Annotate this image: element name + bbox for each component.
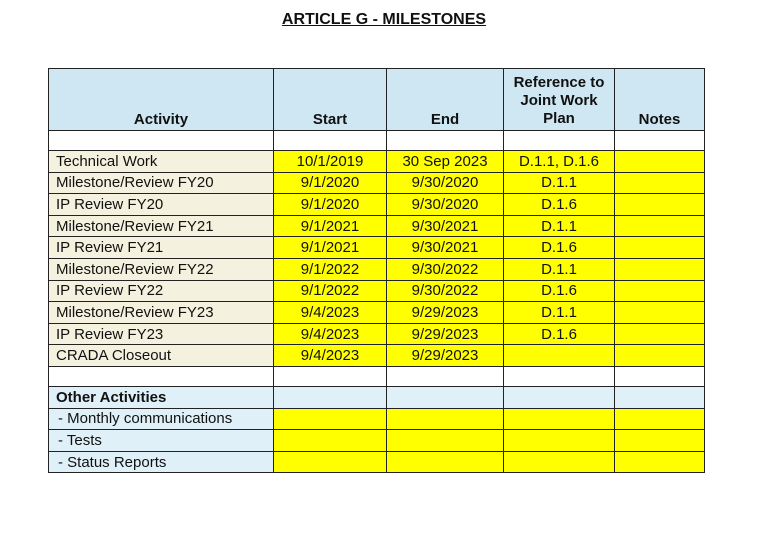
start-cell: 10/1/2019 xyxy=(274,151,387,173)
reference-cell: D.1.1, D.1.6 xyxy=(504,151,615,173)
reference-cell: D.1.6 xyxy=(504,194,615,216)
empty-cell xyxy=(387,366,504,386)
activity-cell: Milestone/Review FY21 xyxy=(49,215,274,237)
table-row xyxy=(49,345,705,367)
end-cell: 30 Sep 2023 xyxy=(387,151,504,173)
start-cell: 9/1/2020 xyxy=(274,194,387,216)
empty-cell xyxy=(387,386,504,408)
empty-cell xyxy=(504,451,615,473)
empty-cell xyxy=(615,366,705,386)
end-cell: 9/30/2022 xyxy=(387,280,504,302)
activity-cell: IP Review FY21 xyxy=(49,237,274,259)
empty-cell xyxy=(615,451,705,473)
activity-cell: Milestone/Review FY23 xyxy=(49,302,274,324)
end-cell: 9/30/2021 xyxy=(387,237,504,259)
other-activities-row xyxy=(49,386,705,408)
reference-cell: D.1.1 xyxy=(504,258,615,280)
other-activity-row xyxy=(49,430,705,452)
empty-cell xyxy=(274,386,387,408)
table-row xyxy=(49,172,705,194)
other-activities-heading: Other Activities xyxy=(49,386,274,408)
table-row xyxy=(49,280,705,302)
table-row xyxy=(49,237,705,259)
notes-cell xyxy=(615,345,705,367)
empty-cell xyxy=(387,430,504,452)
other-activity-row xyxy=(49,408,705,430)
notes-cell xyxy=(615,280,705,302)
reference-cell: D.1.6 xyxy=(504,237,615,259)
empty-cell xyxy=(615,408,705,430)
empty-cell xyxy=(615,430,705,452)
empty-cell xyxy=(504,386,615,408)
header-end: End xyxy=(387,69,504,131)
header-row xyxy=(49,69,705,131)
start-cell: 9/1/2022 xyxy=(274,258,387,280)
header-start: Start xyxy=(274,69,387,131)
end-cell: 9/30/2020 xyxy=(387,172,504,194)
empty-cell xyxy=(274,451,387,473)
reference-cell: D.1.1 xyxy=(504,302,615,324)
empty-cell xyxy=(387,451,504,473)
start-cell: 9/4/2023 xyxy=(274,323,387,345)
end-cell: 9/29/2023 xyxy=(387,323,504,345)
start-cell: 9/4/2023 xyxy=(274,302,387,324)
start-cell: 9/1/2021 xyxy=(274,237,387,259)
notes-cell xyxy=(615,258,705,280)
table-row xyxy=(49,323,705,345)
notes-cell xyxy=(615,323,705,345)
activity-cell: CRADA Closeout xyxy=(49,345,274,367)
empty-cell xyxy=(504,430,615,452)
start-cell: 9/1/2021 xyxy=(274,215,387,237)
notes-cell xyxy=(615,237,705,259)
spacer-row xyxy=(49,131,705,151)
reference-cell xyxy=(504,345,615,367)
empty-cell xyxy=(49,366,274,386)
table-row xyxy=(49,302,705,324)
empty-cell xyxy=(387,408,504,430)
start-cell: 9/4/2023 xyxy=(274,345,387,367)
end-cell: 9/29/2023 xyxy=(387,345,504,367)
other-activity-cell: - Monthly communications xyxy=(49,408,274,430)
reference-cell: D.1.6 xyxy=(504,280,615,302)
notes-cell xyxy=(615,151,705,173)
notes-cell xyxy=(615,194,705,216)
other-activity-cell: - Status Reports xyxy=(49,451,274,473)
reference-cell: D.1.6 xyxy=(504,323,615,345)
table-row xyxy=(49,258,705,280)
start-cell: 9/1/2022 xyxy=(274,280,387,302)
notes-cell xyxy=(615,215,705,237)
table-row xyxy=(49,194,705,216)
end-cell: 9/30/2022 xyxy=(387,258,504,280)
other-activity-row xyxy=(49,451,705,473)
header-notes: Notes xyxy=(615,69,705,131)
empty-cell xyxy=(274,366,387,386)
document-title: ARTICLE G - MILESTONES xyxy=(281,11,487,28)
activity-cell: Milestone/Review FY22 xyxy=(49,258,274,280)
empty-cell xyxy=(615,386,705,408)
reference-cell: D.1.1 xyxy=(504,215,615,237)
activity-cell: IP Review FY23 xyxy=(49,323,274,345)
end-cell: 9/30/2021 xyxy=(387,215,504,237)
reference-cell: D.1.1 xyxy=(504,172,615,194)
empty-cell xyxy=(274,408,387,430)
notes-cell xyxy=(615,172,705,194)
table-row xyxy=(49,151,705,173)
activity-cell: Milestone/Review FY20 xyxy=(49,172,274,194)
notes-cell xyxy=(615,302,705,324)
end-cell: 9/30/2020 xyxy=(387,194,504,216)
start-cell: 9/1/2020 xyxy=(274,172,387,194)
activity-cell: IP Review FY22 xyxy=(49,280,274,302)
spacer-row xyxy=(49,366,705,386)
header-reference: Reference to Joint Work Plan xyxy=(504,69,615,131)
table-row xyxy=(49,215,705,237)
empty-cell xyxy=(504,366,615,386)
milestones-table xyxy=(48,68,705,473)
empty-cell xyxy=(504,408,615,430)
other-activity-cell: - Tests xyxy=(49,430,274,452)
header-activity: Activity xyxy=(49,69,274,131)
activity-cell: Technical Work xyxy=(49,151,274,173)
activity-cell: IP Review FY20 xyxy=(49,194,274,216)
empty-cell xyxy=(274,430,387,452)
end-cell: 9/29/2023 xyxy=(387,302,504,324)
